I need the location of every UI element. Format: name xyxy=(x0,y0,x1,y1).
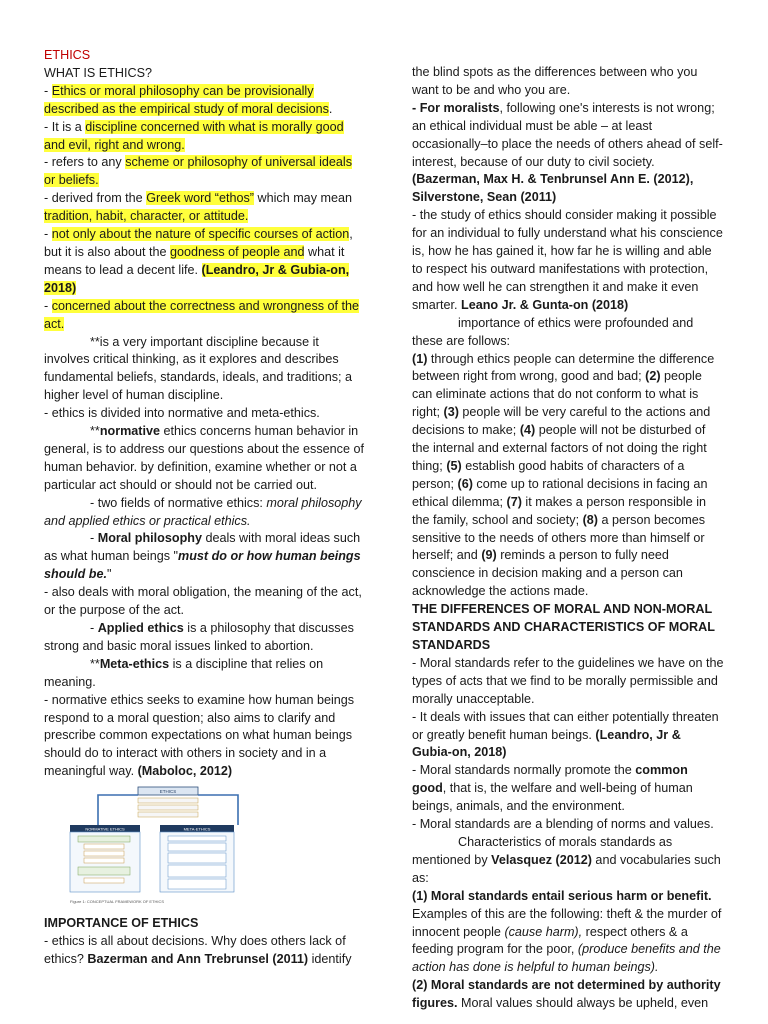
highlight: Ethics or moral philosophy can be provisionally described as the empirical study of moral decisions xyxy=(44,83,329,116)
left-column xyxy=(44,47,364,969)
paragraph-decisions: - ethics is all about decisions. Why does others lack of ethics? Bazerman and Ann Trebrunsel (2011) identify xyxy=(44,934,352,966)
citation: (Leandro, Jr & Gubia-on, 2018) xyxy=(44,262,350,295)
paragraph-importance-list: (1) through ethics people can determine the difference between right from wrong, good and bad; (2) people can eliminate actions that do not conform to what is right; (3) people will be very careful to the actions and decisions to make; (4) people will not be disturbed of the internal and external factors of not doing the right thing; (5) establish good habits of characters of a person; (6) come up to rational decisions in facing an ethical dilemma; (7) it makes a person responsible in the family, school and society; (8) a person becomes sensitive to the needs of others more than himself or herself; and (9) reminds a person to fully need conscience in decision making and a person can acknowledge the actions made. xyxy=(412,351,715,599)
highlight: scheme or philosophy of universal ideals or beliefs. xyxy=(44,155,353,188)
paragraph-blending: - Moral standards are a blending of norms and values. xyxy=(412,817,714,832)
right-column xyxy=(412,64,724,1013)
diagram-caption: Figure 1: CONCEPTUAL FRAMEWORK OF ETHICS xyxy=(70,899,165,905)
paragraph-definition-3: - refers to any scheme or philosophy of universal ideals or beliefs. xyxy=(44,155,353,188)
paragraph-moralists: - For moralists, following one's interests is not wrong; an ethical individual must be able – at least occasionally–to place the needs of others ahead of self-interest, because of our duty to civil society. (Bazerman, Max H. & Tenbrunsel Ann E. (2012), Silverstone, Sean (2011) xyxy=(412,100,723,205)
paragraph-deals-with-issues: - It deals with issues that can either potentially threaten or greatly benefit human beings. (Leandro, Jr & Gubia-on, 2018) xyxy=(412,709,719,760)
paragraph-definition-6: - concerned about the correctness and wrongness of the act. xyxy=(44,298,360,331)
paragraph-moral-standards-refer: - Moral standards refer to the guidelines we have on the types of acts that we find to be morally permissible and morally unacceptable. xyxy=(412,655,724,706)
highlight: not only about the nature of specific courses of action xyxy=(51,227,350,242)
paragraph-characteristics: Characteristics of morals standards as mentioned by Velasquez (2012) and vocabularies such as: xyxy=(412,834,721,885)
diagram-left-heading: NORMATIVE ETHICS xyxy=(85,826,125,832)
paragraph-moral-philosophy: - Moral philosophy deals with moral ideas such as what human beings "must do or how human beings should be." xyxy=(44,531,361,582)
paragraph-authority-figures: (2) Moral standards are not determined by authority figures. Moral values should always be upheld, even xyxy=(412,978,721,1011)
paragraph-study-of-ethics: - the study of ethics should consider making it possible for an individual to fully understand what his conscience is, how he has gained it, how far he is willing and able to respect his outward manifestations with protection, and how well he can strengthen it and make it even smarter. Leano Jr. & Gunta-on (2018) xyxy=(412,208,723,312)
paragraph-normative-seeks: - normative ethics seeks to examine how human beings respond to a moral question; also aims to clarify and prescribe common expectations on what human beings should do to interact with others in society and in a meaningful way. (Maboloc, 2012) xyxy=(44,692,355,779)
heading-moral-standards: THE DIFFERENCES OF MORAL AND NON-MORAL STANDARDS AND CHARACTERISTICS OF MORAL STANDARDS xyxy=(412,602,715,652)
title-ethics: ETHICS xyxy=(44,48,91,62)
paragraph-definition-4: - derived from the Greek word “ethos” which may mean tradition, habit, character, or attitude. xyxy=(44,191,352,224)
paragraph-definition-1: - Ethics or moral philosophy can be provisionally described as the empirical study of moral decisions. xyxy=(44,83,333,116)
paragraph-two-fields: - two fields of normative ethics: moral philosophy and applied ethics or practical ethics. xyxy=(44,495,362,528)
heading-what-is-ethics: WHAT IS ETHICS? xyxy=(44,65,152,80)
framework-svg xyxy=(68,785,268,893)
paragraph-serious-harm: (1) Moral standards entail serious harm or benefit. Examples of this are the following: theft & the murder of innocent people (cause harm), respect others & a feeding program for the poor, (produce benefits and the action has done is helpful to human beings). xyxy=(412,888,722,975)
paragraph-profounded: importance of ethics were profounded and these are follows: xyxy=(412,315,694,348)
highlight: Greek word “ethos” xyxy=(146,191,254,206)
paragraph-normative: **normative ethics concerns human behavior in general, is to address our questions about the essence of human behavior. by definition, examine whether or not a particular act should or should not be carried out. xyxy=(44,424,364,492)
conceptual-framework-diagram xyxy=(68,785,268,905)
highlight: goodness of people and xyxy=(170,244,305,259)
paragraph-definition-5: - not only about the nature of specific courses of action, but it is also about the goodness of people and what it means to lead a decent life. (Leandro, Jr & Gubia-on, 2018) xyxy=(44,227,353,295)
paragraph-importance: **is a very important discipline because it involves critical thinking, as it explores and describes fundamental beliefs, standards, ideals, and traditions; a higher level of human discipline. xyxy=(44,334,353,403)
paragraph-common-good: - Moral standards normally promote the common good, that is, the welfare and well-being of human beings, animals, and the environment. xyxy=(412,763,693,814)
highlight: tradition, habit, character, or attitude. xyxy=(44,209,249,224)
highlight: concerned about the correctness and wrongness of the act. xyxy=(44,298,360,331)
paragraph-moral-obligation: - also deals with moral obligation, the meaning of the act, or the purpose of the act. xyxy=(44,585,362,618)
diagram-right-heading: META-ETHICS xyxy=(183,826,211,832)
paragraph-meta-ethics: **Meta-ethics is a discipline that relies on meaning. xyxy=(44,656,324,689)
diagram-top-label: ETHICS xyxy=(159,789,177,795)
paragraph-division: - ethics is divided into normative and meta-ethics. xyxy=(44,406,320,421)
paragraph-blind-spots: the blind spots as the differences between who you want to be and who you are. xyxy=(412,65,698,97)
paragraph-applied-ethics: - Applied ethics is a philosophy that discusses strong and basic moral issues linked to abortion. xyxy=(44,621,354,653)
highlight: discipline concerned with what is morally good and evil, right and wrong. xyxy=(44,119,344,152)
heading-importance-of-ethics: IMPORTANCE OF ETHICS xyxy=(44,916,199,931)
paragraph-definition-2: - It is a discipline concerned with what is morally good and evil, right and wrong. xyxy=(44,119,344,152)
